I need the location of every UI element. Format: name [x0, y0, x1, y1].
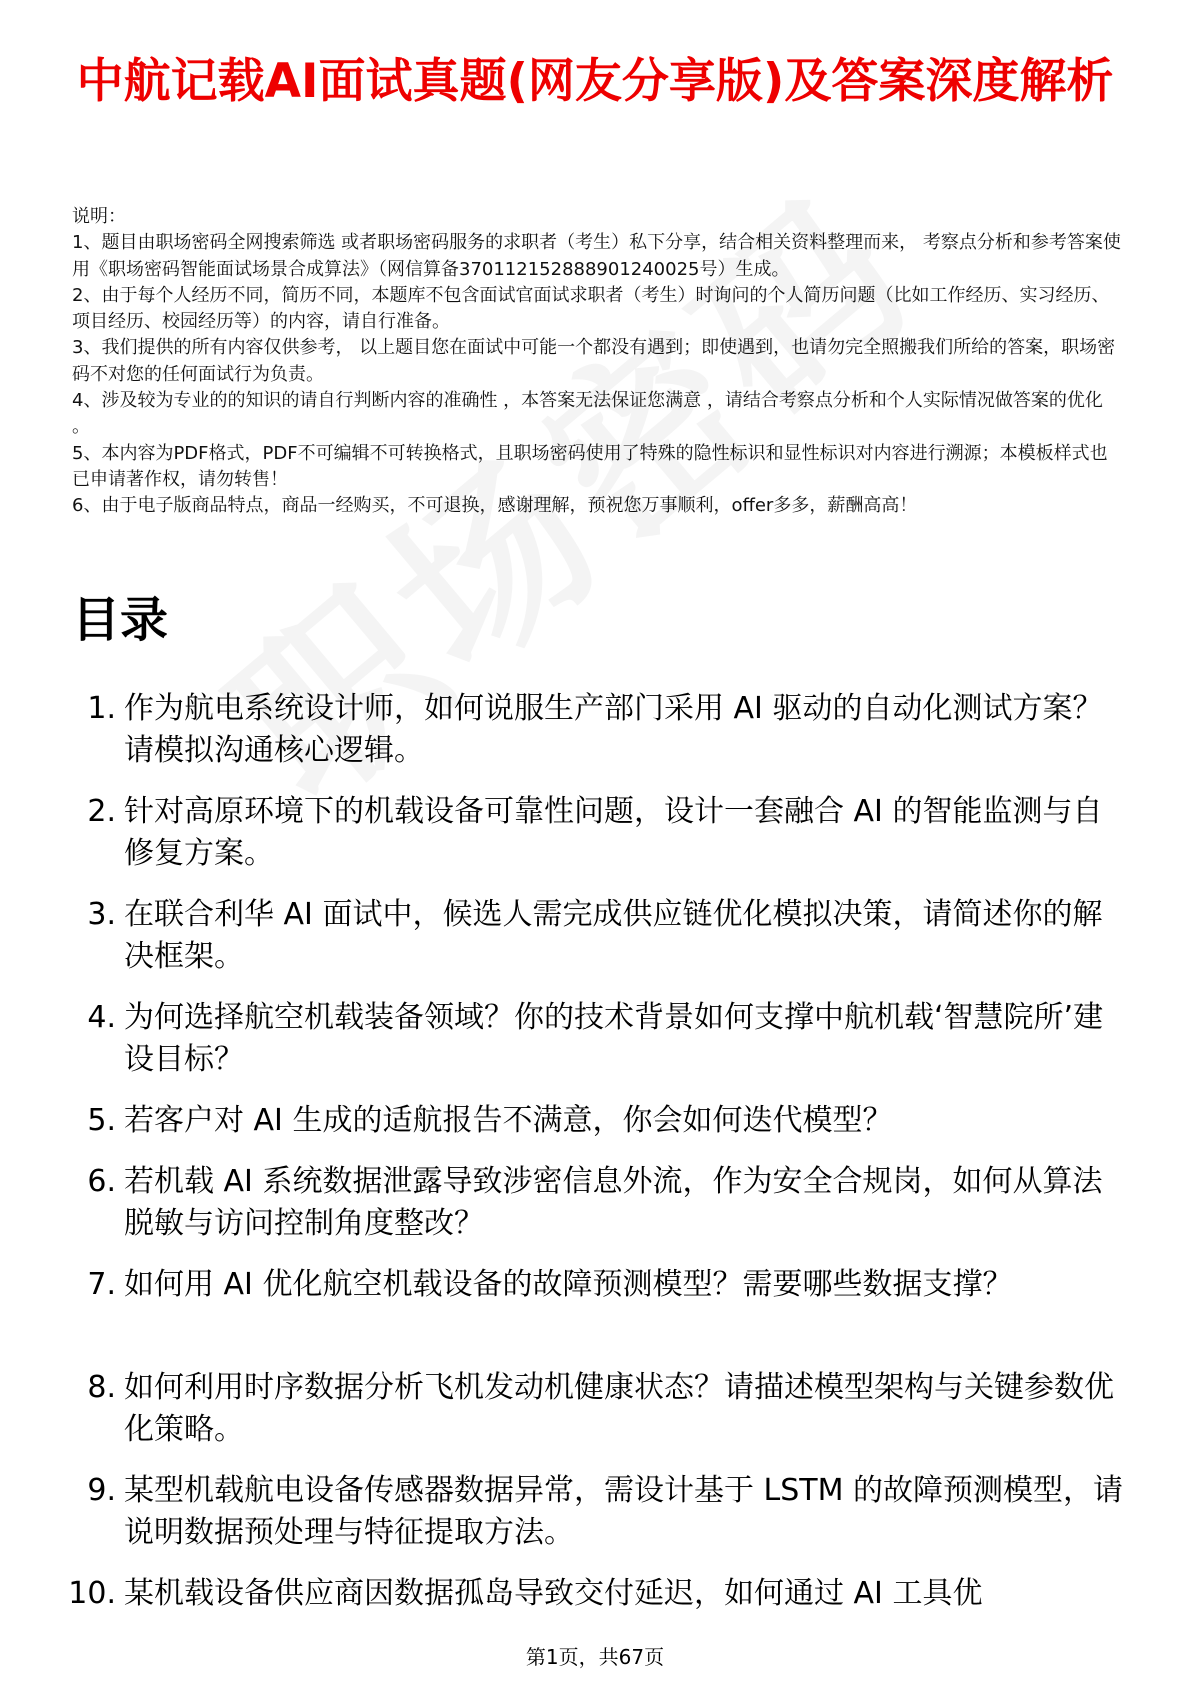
toc-item-number: 8.: [87, 1370, 116, 1405]
toc-item-text: 某机载设备供应商因数据孤岛导致交付延迟，如何通过 AI 工具优: [124, 1576, 983, 1611]
note-item: 4、涉及较为专业的的知识的请自行判断内容的准确性 ，本答案无法保证您满意 ，请结合考察点分析和个人实际情况做答案的优化 。: [72, 390, 1103, 438]
toc-item-text: 若机载 AI 系统数据泄露导致涉密信息外流，作为安全合规岗，如何从算法脱敏与访问控制角度整改？: [124, 1164, 1103, 1241]
toc-item-text: 在联合利华 AI 面试中，候选人需完成供应链优化模拟决策，请简述你的解决框架。: [124, 897, 1103, 974]
note-item: 3、我们提供的所有内容仅供参考， 以上题目您在面试中可能一个都没有遇到；即使遇到，也请勿完全照搬我们所给的答案，职场密码不对您的任何面试行为负责。: [72, 337, 1116, 385]
toc-item-number: 7.: [87, 1267, 116, 1302]
toc-item-number: 5.: [87, 1103, 116, 1138]
notes-section: [72, 204, 1122, 520]
toc-item-text: 针对高原环境下的机载设备可靠性问题，设计一套融合 AI 的智能监测与自修复方案。: [124, 794, 1103, 871]
toc-list: [62, 688, 1132, 1634]
toc-item[interactable]: [62, 1573, 1132, 1615]
toc-item-text: 如何用 AI 优化航空机载设备的故障预测模型？需要哪些数据支撑？: [124, 1267, 1013, 1302]
toc-item-number: 9.: [87, 1473, 116, 1508]
toc-item[interactable]: [62, 1367, 1132, 1451]
toc-item[interactable]: [62, 1264, 1132, 1348]
toc-item-text: 某型机载航电设备传感器数据异常，需设计基于 LSTM 的故障预测模型，请说明数据预处理与特征提取方法。: [124, 1473, 1124, 1550]
toc-item-number: 6.: [87, 1164, 116, 1199]
toc-item-text: 若客户对 AI 生成的适航报告不满意，你会如何迭代模型？: [124, 1103, 893, 1138]
notes-heading: 说明：: [72, 206, 126, 227]
toc-item-text: 如何利用时序数据分析飞机发动机健康状态？请描述模型架构与关键参数优化策略。: [124, 1370, 1114, 1447]
note-item: 2、由于每个人经历不同，简历不同，本题库不包含面试官面试求职者（考生）时询问的个人简历问题（比如工作经历、实习经历、项目经历、校园经历等）的内容，请自行准备。: [72, 284, 1110, 333]
note-item: 6、由于电子版商品特点，商品一经购买，不可退换，感谢理解，预祝您万事顺利，offer多多，薪酬高高！: [72, 495, 918, 517]
page-footer: 第1页，共67页: [525, 1645, 665, 1669]
toc-item[interactable]: [62, 1161, 1132, 1245]
note-item: 1、题目由职场密码全网搜索筛选 或者职场密码服务的求职者（考生）私下分享，结合相关资料整理而来， 考察点分析和参考答案使用《职场密码智能面试场景合成算法》（网信算备370112152888901240025号）生成。: [72, 232, 1121, 280]
toc-item-number: 1.: [87, 691, 116, 726]
toc-item-text: 为何选择航空机载装备领域？你的技术背景如何支撑中航机载‘智慧院所’建设目标？: [124, 1000, 1104, 1077]
toc-item-number: 2.: [87, 794, 116, 829]
toc-item[interactable]: [62, 791, 1132, 875]
toc-item-number: 3.: [87, 897, 116, 932]
toc-item[interactable]: [62, 688, 1132, 772]
toc-item[interactable]: [62, 1100, 1132, 1142]
document-title: 中航记载AI面试真题(网友分享版)及答案深度解析: [76, 54, 1114, 109]
toc-item-number: 10.: [68, 1576, 116, 1611]
note-item: 5、本内容为PDF格式，PDF不可编辑不可转换格式，且职场密码使用了特殊的隐性标识和显性标识对内容进行溯源；本模板样式也已申请著作权，请勿转售！: [72, 442, 1108, 490]
toc-title: 目录: [72, 592, 169, 648]
toc-item[interactable]: [62, 997, 1132, 1081]
toc-item-number: 4.: [87, 1000, 116, 1035]
toc-item-text: 作为航电系统设计师，如何说服生产部门采用 AI 驱动的自动化测试方案？请模拟沟通核心逻辑。: [124, 691, 1103, 768]
toc-item[interactable]: [62, 894, 1132, 978]
toc-item[interactable]: [62, 1470, 1132, 1554]
